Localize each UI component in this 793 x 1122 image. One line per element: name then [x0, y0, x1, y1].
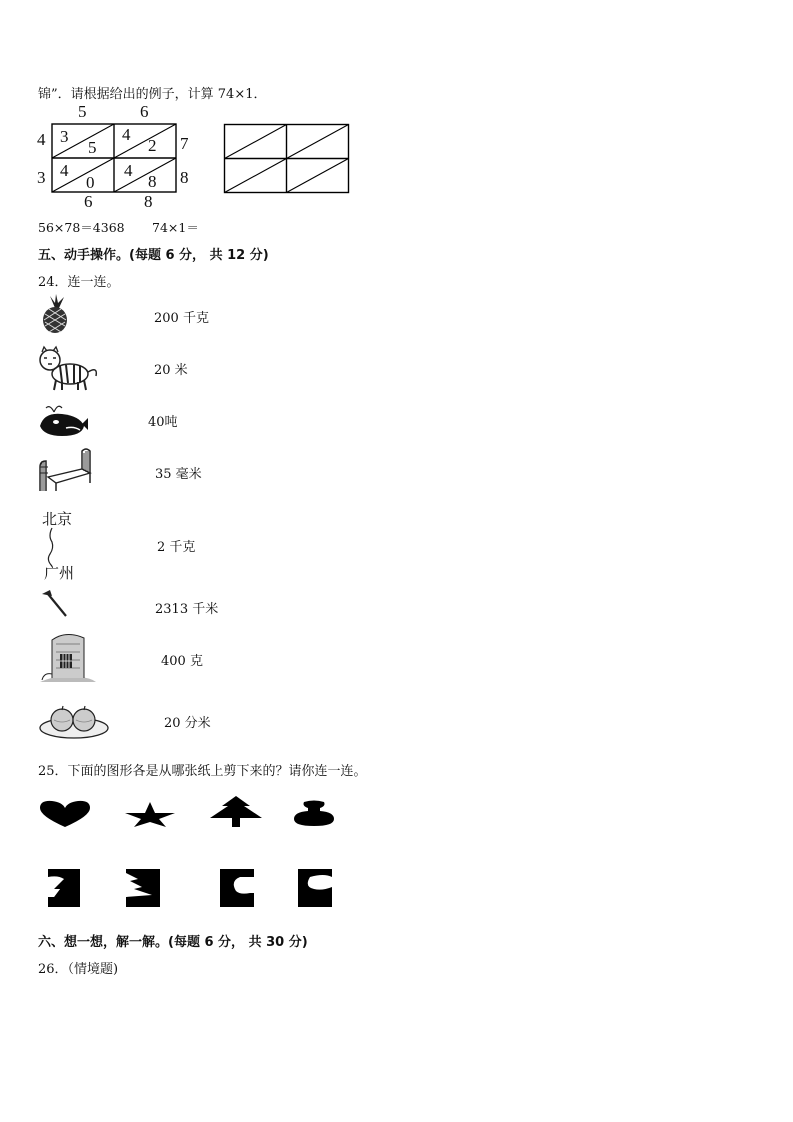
- folded-paper-2-icon: [124, 869, 162, 907]
- folded-paper-1-icon: [46, 869, 82, 907]
- measure-label: 40吨: [148, 415, 178, 430]
- lattice-blank-grid[interactable]: [224, 124, 350, 194]
- measure-label: 2313 千米: [155, 602, 219, 617]
- heart-shape-icon: [38, 800, 92, 828]
- route-map-icon: [40, 508, 82, 580]
- tiger-icon: [36, 344, 102, 392]
- folded-paper-3-icon: [218, 869, 256, 907]
- top-digit: 6: [140, 102, 149, 121]
- nail-icon: [40, 590, 70, 618]
- measure-label: 200 千克: [154, 311, 209, 326]
- building-icon: [38, 630, 98, 684]
- left-digit: 4: [37, 130, 46, 149]
- lattice-example-grid: [30, 104, 200, 212]
- section6-heading: 六、想一想，解一解。(每题 6 分， 共 30 分): [38, 935, 308, 950]
- cell-digit: 8: [148, 172, 157, 191]
- equation-example: 56×78＝4368: [38, 220, 125, 235]
- equation-task: 74×1＝: [152, 220, 199, 235]
- cell-digit: 4: [122, 125, 131, 144]
- map-label-top: 北京: [42, 510, 73, 528]
- q24-label: 24．连一连。: [38, 275, 120, 290]
- cell-digit: 4: [124, 161, 133, 180]
- measure-label: 400 克: [161, 654, 203, 669]
- right-digit: 7: [180, 134, 189, 153]
- q26-label: 26．（情境题): [38, 962, 119, 977]
- bottom-digit: 6: [84, 192, 93, 211]
- cell-digit: 0: [86, 173, 95, 192]
- section5-heading: 五、动手操作。(每题 6 分， 共 12 分): [38, 248, 269, 263]
- top-digit: 5: [78, 102, 87, 121]
- route-line: [40, 526, 80, 566]
- pineapple-icon: [38, 294, 72, 334]
- star-shape-icon: [124, 800, 176, 828]
- cell-digit: 4: [60, 161, 69, 180]
- q23-intro: 锦”．请根据给出的例子，计算 74×1．: [38, 87, 267, 102]
- cell-digit: 2: [148, 136, 157, 155]
- measure-label: 2 千克: [157, 540, 196, 555]
- lattice-example: [30, 104, 200, 212]
- tree-shape-icon: [208, 796, 264, 828]
- folded-paper-4-icon: [296, 869, 334, 907]
- mushroom-shape-icon: [292, 800, 336, 828]
- q25-label: 25．下面的图形各是从哪张纸上剪下来的？请你连一连。: [38, 764, 367, 779]
- right-digit: 8: [180, 168, 189, 187]
- whale-icon: [36, 400, 90, 440]
- map-label-bottom: 广州: [44, 564, 75, 582]
- bottom-digit: 8: [144, 192, 153, 211]
- cell-digit: 5: [88, 138, 97, 157]
- cell-digit: 3: [60, 127, 69, 146]
- measure-label: 20 米: [154, 363, 188, 378]
- measure-label: 35 毫米: [155, 467, 202, 482]
- apples-plate-icon: [38, 702, 110, 740]
- left-digit: 3: [37, 168, 46, 187]
- measure-label: 20 分米: [164, 716, 211, 731]
- bed-icon: [38, 447, 92, 493]
